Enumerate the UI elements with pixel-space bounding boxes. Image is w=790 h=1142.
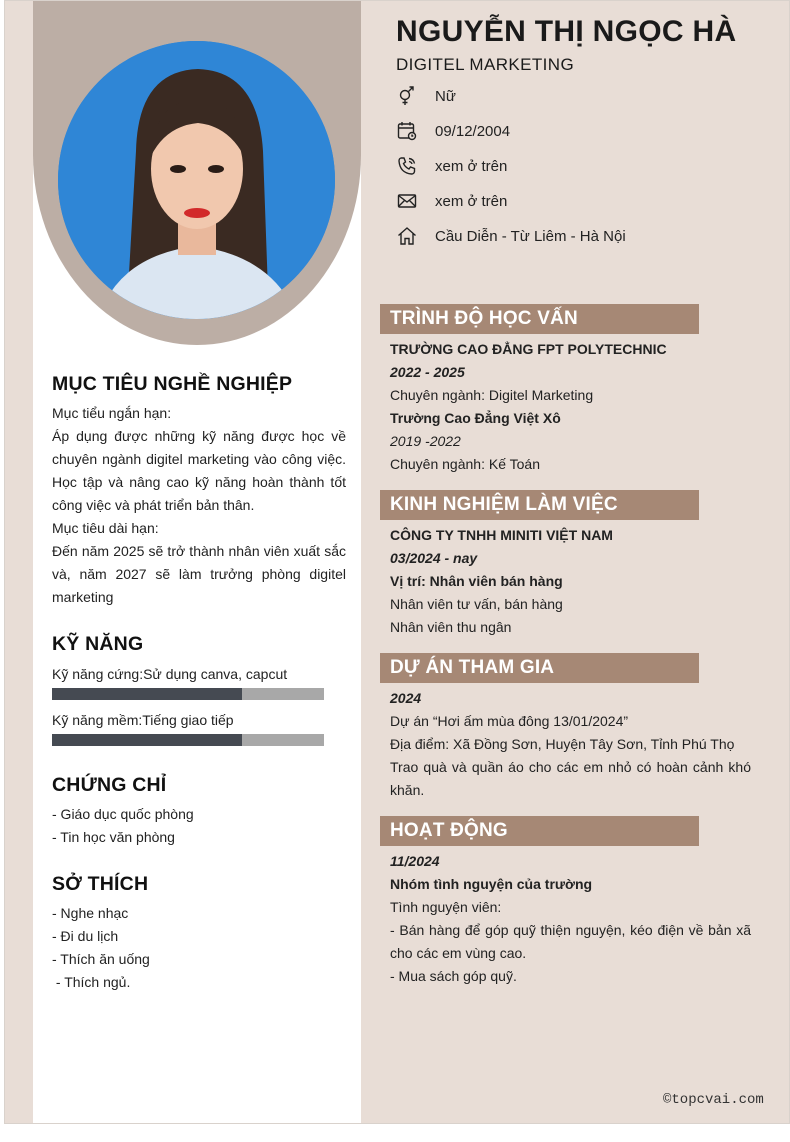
- objective-short-label: Mục tiểu ngắn hạn:: [52, 405, 172, 421]
- activities-section: [390, 850, 751, 988]
- school-name: Trường Cao Đẳng Việt Xô: [390, 410, 561, 426]
- left-column: [33, 1, 361, 1123]
- contact-address: [396, 225, 626, 247]
- company-name: CÔNG TY TNHH MINITI VIỆT NAM: [390, 527, 613, 543]
- birthday-value: 09/12/2004: [435, 122, 511, 140]
- phone-icon: [396, 155, 418, 177]
- contact-gender: [396, 85, 456, 107]
- work-duty: Nhân viên tư vấn, bán hàng: [390, 596, 563, 612]
- education-heading: TRÌNH ĐỘ HỌC VẤN: [380, 304, 699, 334]
- contact-birthday: [396, 120, 510, 142]
- education-section: [390, 338, 751, 476]
- watermark: ©topcvai.com: [663, 1092, 764, 1108]
- hobbies-heading: SỞ THÍCH: [52, 873, 149, 895]
- calendar-icon: [396, 120, 418, 142]
- mail-icon: [396, 190, 418, 212]
- gender-value: Nữ: [435, 87, 456, 105]
- skill-item: [52, 712, 346, 746]
- school-name: TRƯỜNG CAO ĐẲNG FPT POLYTECHNIC: [390, 341, 667, 357]
- projects-section: [390, 687, 751, 802]
- project-description: Trao quà và quần áo cho các em nhỏ có hoàn cảnh khó khăn.: [390, 759, 751, 798]
- email-value: xem ở trên: [435, 192, 508, 210]
- hobby-item: - Thích ngủ.: [52, 974, 131, 990]
- projects-heading: DỰ ÁN THAM GIA: [380, 653, 699, 683]
- job-title: DIGITEL MARKETING: [396, 55, 575, 74]
- skills-heading: KỸ NĂNG: [52, 633, 144, 655]
- project-year: 2024: [390, 690, 422, 706]
- certificates-section: [52, 774, 346, 849]
- skill-label: Kỹ năng cứng:Sử dụng canva, capcut: [52, 666, 288, 682]
- objective-short-text: Áp dụng được những kỹ năng được học về chuyên ngành digitel marketing vào công việc. Học tập và nâng cao kỹ năng hoàn thành tốt công việc và phát triển bản thân.: [52, 428, 346, 513]
- skill-bar: [52, 688, 324, 700]
- objective-long-label: Mục tiêu dài hạn:: [52, 520, 159, 536]
- skills-section: [52, 633, 346, 746]
- activities-heading: HOẠT ĐỘNG: [380, 816, 699, 846]
- photo-frame: [33, 1, 361, 345]
- study-period: 2022 - 2025: [390, 364, 465, 380]
- work-duty: Nhân viên thu ngân: [390, 619, 512, 635]
- work-position: Vị trí: Nhân viên bán hàng: [390, 573, 563, 589]
- gender-icon: [396, 85, 418, 107]
- work-period: 03/2024 - nay: [390, 550, 478, 566]
- hobby-item: - Thích ăn uống: [52, 951, 150, 967]
- phone-value: xem ở trên: [435, 157, 508, 175]
- hobby-item: - Đi du lịch: [52, 928, 119, 944]
- skill-bar-fill: [52, 734, 242, 746]
- certificate-item: - Giáo dục quốc phòng: [52, 806, 194, 822]
- objective-long-text: Đến năm 2025 sẽ trở thành nhân viên xuất sắc và, năm 2027 sẽ làm trưởng phòng digitel marketing: [52, 543, 346, 605]
- project-location: Địa điểm: Xã Đồng Sơn, Huyện Tây Sơn, Tỉnh Phú Thọ: [390, 736, 735, 752]
- contact-phone: [396, 155, 507, 177]
- certificates-heading: CHỨNG CHỈ: [52, 774, 167, 796]
- skill-bar-fill: [52, 688, 242, 700]
- certificate-item: - Tin học văn phòng: [52, 829, 175, 845]
- activity-item: - Mua sách góp quỹ.: [390, 968, 517, 984]
- activity-date: 11/2024: [390, 853, 440, 869]
- contact-email: [396, 190, 507, 212]
- address-value: Cầu Diễn - Từ Liêm - Hà Nội: [435, 227, 626, 245]
- home-icon: [396, 225, 418, 247]
- skill-bar: [52, 734, 324, 746]
- profile-photo: [58, 41, 335, 319]
- activity-item: - Bán hàng để góp quỹ thiện nguyện, kéo điện về bản xã cho các em vùng cao.: [390, 922, 751, 961]
- skill-label: Kỹ năng mềm:Tiếng giao tiếp: [52, 712, 234, 728]
- major: Chuyên ngành: Digitel Marketing: [390, 387, 594, 403]
- hobbies-section: [52, 873, 346, 994]
- skill-item: [52, 666, 346, 700]
- candidate-name: NGUYỄN THỊ NGỌC HÀ: [396, 15, 737, 48]
- experience-heading: KINH NGHIỆM LÀM VIỆC: [380, 490, 699, 520]
- activity-group: Nhóm tình nguyện của trường: [390, 876, 593, 892]
- objective-heading: MỤC TIÊU NGHỀ NGHIỆP: [52, 373, 293, 395]
- hobby-item: - Nghe nhạc: [52, 905, 129, 921]
- project-name: Dự án “Hơi ấm mùa đông 13/01/2024”: [390, 713, 629, 729]
- objective-section: [52, 373, 346, 609]
- activity-role: Tình nguyện viên:: [390, 899, 502, 915]
- major: Chuyên ngành: Kế Toán: [390, 456, 540, 472]
- study-period: 2019 -2022: [390, 433, 461, 449]
- experience-section: [390, 524, 751, 639]
